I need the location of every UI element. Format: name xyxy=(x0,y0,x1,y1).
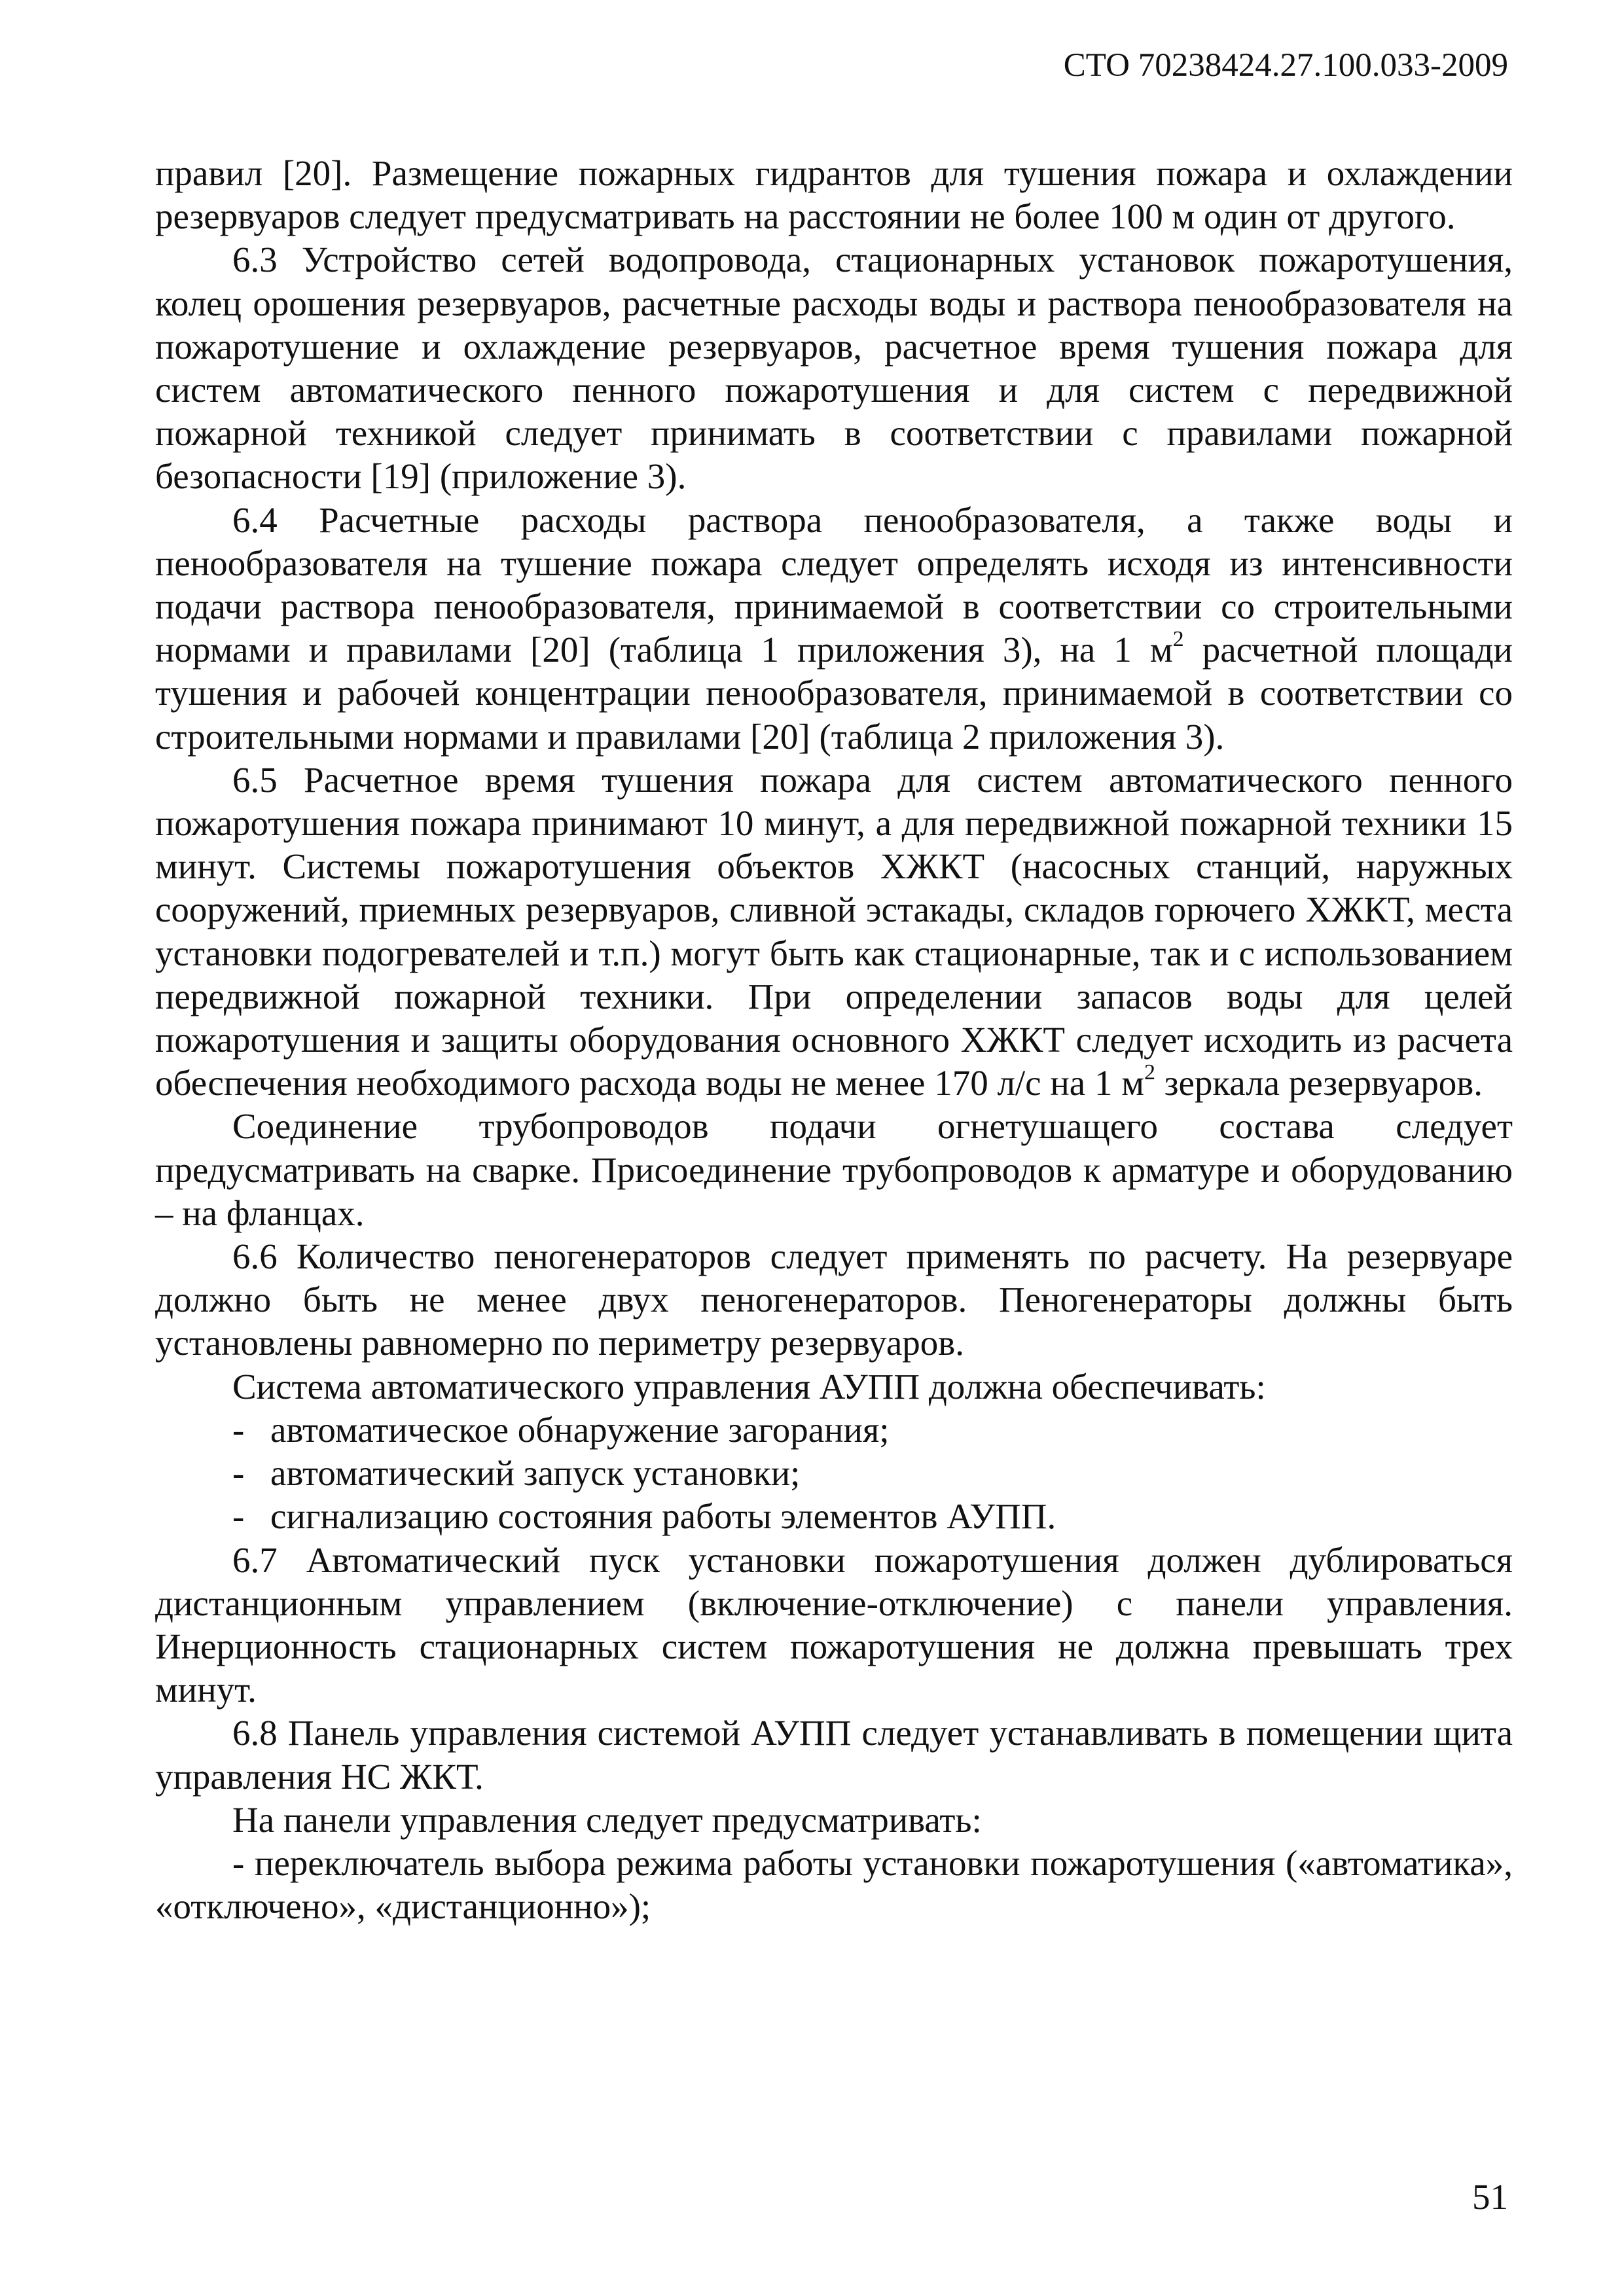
list-item-mode-switch xyxy=(155,1842,1513,1928)
list-item-text: автоматическое обнаружение загорания; xyxy=(270,1409,890,1450)
paragraph-6-7: 6.7 Автоматический пуск установки пожаротушения должен дублироваться дистанционным управлением (включение-отключение) с панели управления. Инерционность стационарных систем пожаротушения не должна превышать трех минут. xyxy=(155,1539,1513,1710)
paragraph-control-panel: На панели управления следует предусматривать: xyxy=(232,1799,982,1840)
list-item xyxy=(155,1495,1513,1538)
paragraph-6-5-text-b: зеркала резервуаров. xyxy=(1155,1063,1483,1103)
document-code-header: СТО 70238424.27.100.033-2009 xyxy=(1063,47,1508,84)
list-item-text: переключатель выбора режима работы установки пожаротушения («автоматика», «отключено», «дистанционно»); xyxy=(155,1842,1513,1927)
paragraph-6-4 xyxy=(155,499,1513,759)
document-body xyxy=(155,152,1513,1928)
paragraph-aupp-system: Система автоматического управления АУПП должна обеспечивать: xyxy=(232,1366,1266,1407)
paragraph-pipe-connection: Соединение трубопроводов подачи огнетушащего состава следует предусматривать на сварке. Присоединение трубопроводов к арматуре и оборудованию – на фланцах. xyxy=(155,1106,1513,1233)
list-item xyxy=(155,1408,1513,1452)
list-item xyxy=(155,1452,1513,1495)
list-item-text: сигнализацию состояния работы элементов АУПП. xyxy=(270,1496,1056,1537)
paragraph-6-2-continuation: правил [20]. Размещение пожарных гидрантов для тушения пожара и охлаждении резервуаров следует предусматривать на расстоянии не более 100 м один от другого. xyxy=(155,153,1513,237)
paragraph-6-4-text-b: расчетной площади тушения и рабочей концентрации пенообразователя, принимаемой в соответствии со строительными нормами и правилами [20] (таблица 2 приложения 3). xyxy=(155,630,1513,757)
paragraph-6-4-text-a: 6.4 Расчетные расходы раствора пенообразователя, а также воды и пенообразователя на тушение пожара следует определять исходя из интенсивности подачи раствора пенообразователя, принимаемой в соответствии со строительными нормами и правилами [20] (таблица 1 приложения 3), на 1 м xyxy=(155,499,1513,670)
page-number: 51 xyxy=(1472,2177,1508,2217)
list-dash: - xyxy=(232,1842,245,1883)
list-dash: - xyxy=(232,1453,245,1494)
superscript-2: 2 xyxy=(1172,627,1184,652)
paragraph-6-5-text-a: 6.5 Расчетное время тушения пожара для систем автоматического пенного пожаротушения пожара принимают 10 минут, а для передвижной пожарной техники 15 минут. Системы пожаротушения объектов ХЖКТ (насосных станций, наружных сооружений, приемных резервуаров, сливной эстакады, складов горючего ХЖКТ, места установки подогревателей и т.п.) могут быть как стационарные, так и с использованием передвижной пожарной техники. При определении запасов воды для целей пожаротушения и защиты оборудования основного ХЖКТ следует исходить из расчета обеспечения необходимого расхода воды не менее 170 л/с на 1 м xyxy=(155,759,1513,1103)
list-dash: - xyxy=(232,1496,245,1537)
paragraph-6-3: 6.3 Устройство сетей водопровода, стационарных установок пожаротушения, колец орошения резервуаров, расчетные расходы воды и раствора пенообразователя на пожаротушение и охлаждение резервуаров, расчетное время тушения пожара для систем автоматического пенного пожаротушения и для систем с передвижной пожарной техникой следует принимать в соответствии с правилами пожарной безопасности [19] (приложение 3). xyxy=(155,240,1513,497)
aupp-requirements-list xyxy=(155,1408,1513,1539)
paragraph-6-5 xyxy=(155,759,1513,1105)
superscript-2: 2 xyxy=(1144,1060,1155,1085)
paragraph-6-6: 6.6 Количество пеногенераторов следует применять по расчету. На резервуаре должно быть не менее двух пеногенераторов. Пеногенераторы должны быть установлены равномерно по периметру резервуаров. xyxy=(155,1236,1513,1363)
list-item-text: автоматический запуск установки; xyxy=(270,1453,801,1494)
list-dash: - xyxy=(232,1409,245,1450)
paragraph-6-8: 6.8 Панель управления системой АУПП следует устанавливать в помещении щита управления НС ЖКТ. xyxy=(155,1713,1513,1797)
